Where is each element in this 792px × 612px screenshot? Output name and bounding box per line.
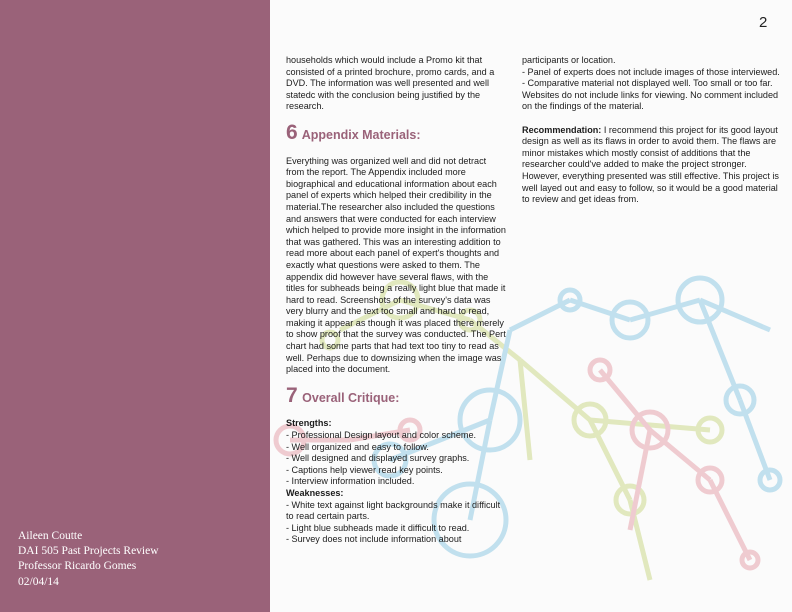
recommendation-paragraph bbox=[522, 125, 780, 206]
list-item: - Survey does not include information about bbox=[286, 534, 462, 545]
list-item: - Panel of experts does not include images of those interviewed. bbox=[522, 66, 780, 77]
list-item: - Well organized and easy to follow. bbox=[286, 441, 429, 452]
sidebar-panel bbox=[0, 0, 270, 612]
list-item: - Well designed and displayed survey graphs. bbox=[286, 453, 470, 464]
appendix-body: Everything was organized well and did not detract from the report. The Appendix included more biographical and educational information about each panel of experts which helped their credibility in the material.The researcher also included the questions and answers that were conducted for each interview which helped to provide more insight in the information that was gathered. This was an interesting addition to read more about each panel of expert's thoughts and exactly what questions were asked to them. The appendix did however have several flaws, with the titles for subheads being a really light blue that made it hard to read. Screenshots of the survey's data was very blurry and the text too small and hard to read, making it appear as though it was placed there merely to show proof that the survey was conducted. The Pert chart had some parts that had text too tiny to read as well. Perhaps due to downsizing when the image was placed into the document. bbox=[286, 155, 506, 375]
date: 02/04/14 bbox=[18, 575, 59, 588]
section-title: Appendix Materials: bbox=[301, 127, 421, 142]
weakness-continuation: participants or location. bbox=[522, 55, 616, 65]
strengths-label: Strengths: bbox=[286, 418, 332, 429]
list-item: - Light blue subheads made it difficult to read. bbox=[286, 522, 470, 533]
list-item: - White text against light backgrounds make it difficult to read certain parts. bbox=[286, 499, 501, 522]
course-name: DAI 505 Past Projects Review bbox=[18, 545, 159, 558]
section-heading-appendix bbox=[286, 120, 506, 144]
more-weaknesses-list bbox=[522, 67, 780, 113]
section-title: Overall Critique: bbox=[302, 390, 400, 405]
right-text-column bbox=[522, 55, 780, 206]
list-item: - Interview information included. bbox=[286, 476, 415, 487]
professor-name: Professor Ricardo Gomes bbox=[18, 560, 137, 573]
recommendation-text: I recommend this project for its good layout design as well as its flaws in order to avoid them. The flaws are minor mistakes which mostly consist of additions that the researcher could've added to make the project stronger. However, everything presented was still effective. This project is well layed out and easy to follow, so it would be a good material to review and get ideas from. bbox=[522, 124, 779, 205]
section-heading-critique bbox=[286, 383, 506, 407]
author-name: Aileen Coutte bbox=[18, 530, 83, 542]
section-number: 7 bbox=[286, 383, 298, 407]
page-number: 2 bbox=[759, 14, 768, 31]
list-item: - Comparative material not displayed well. Too small or too far. Websites do not include links for viewing. No comment included on the findings of the material. bbox=[522, 78, 779, 112]
weaknesses-list bbox=[286, 500, 506, 546]
author-info bbox=[18, 529, 159, 590]
list-item: - Professional Design layout and color scheme. bbox=[286, 430, 477, 441]
weaknesses-label: Weaknesses: bbox=[286, 488, 344, 498]
left-text-column bbox=[286, 55, 506, 546]
section-number: 6 bbox=[286, 120, 298, 144]
recommendation-label: Recommendation: bbox=[522, 124, 602, 135]
strengths-list bbox=[286, 430, 506, 488]
list-item: - Captions help viewer read key points. bbox=[286, 464, 443, 475]
intro-paragraph: households which would include a Promo kit that consisted of a printed brochure, promo cards, and a DVD. The information was well presented and well statedc with the conclusion being justified by the research. bbox=[286, 55, 495, 112]
